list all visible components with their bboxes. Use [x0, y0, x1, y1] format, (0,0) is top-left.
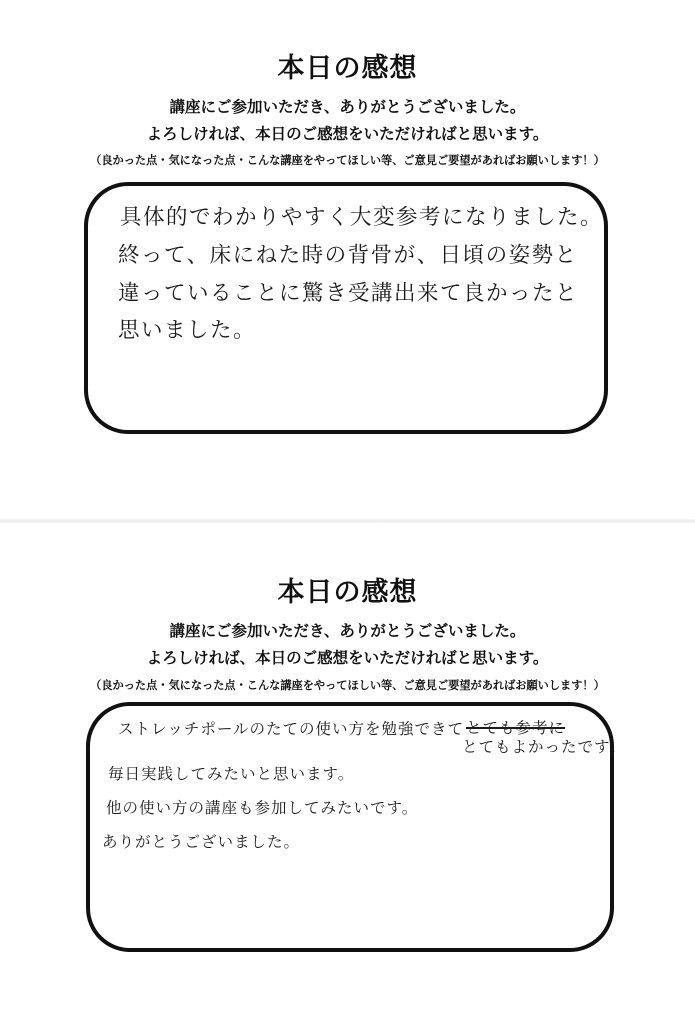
- handwritten-line: 他の使い方の講座も参加してみたいです。: [106, 799, 419, 817]
- struck-through-text: とても参考に: [466, 719, 566, 737]
- form-note: （良かった点・気になった点・こんな講座をやってほしい等、ご意見ご要望があればお願いします！）: [90, 154, 605, 167]
- form-request: よろしければ、本日のご感想をいただければと思います。: [146, 125, 549, 143]
- handwritten-line: 思いました。: [118, 318, 257, 343]
- form-title: 本日の感想: [277, 577, 418, 608]
- form-greeting: 講座にご参加いただき、ありがとうございました。: [169, 98, 526, 116]
- handwritten-line: 毎日実践してみたいと思います。: [108, 765, 355, 783]
- handwritten-line: ありがとうございました。: [102, 833, 301, 851]
- form-title: 本日の感想: [277, 53, 418, 84]
- handwritten-line: 終って、床にねた時の背骨が、日頃の姿勢と: [118, 243, 578, 268]
- form-note: （良かった点・気になった点・こんな講座をやってほしい等、ご意見ご要望があればお願いします！）: [90, 679, 605, 692]
- handwritten-line: ストレッチポールのたての使い方を勉強できて: [118, 720, 465, 738]
- form-greeting: 講座にご参加いただき、ありがとうございました。: [169, 622, 526, 640]
- form-request: よろしければ、本日のご感想をいただければと思います。: [146, 649, 549, 667]
- page-divider: [0, 518, 695, 524]
- handwritten-line: 違っていることに驚き受講出来て良かったと: [118, 281, 579, 306]
- feedback-form-2: [0, 530, 695, 1024]
- handwritten-line: とてもよかったです。: [462, 738, 626, 756]
- handwritten-line: 具体的でわかりやすく大変参考になりました。: [120, 205, 604, 230]
